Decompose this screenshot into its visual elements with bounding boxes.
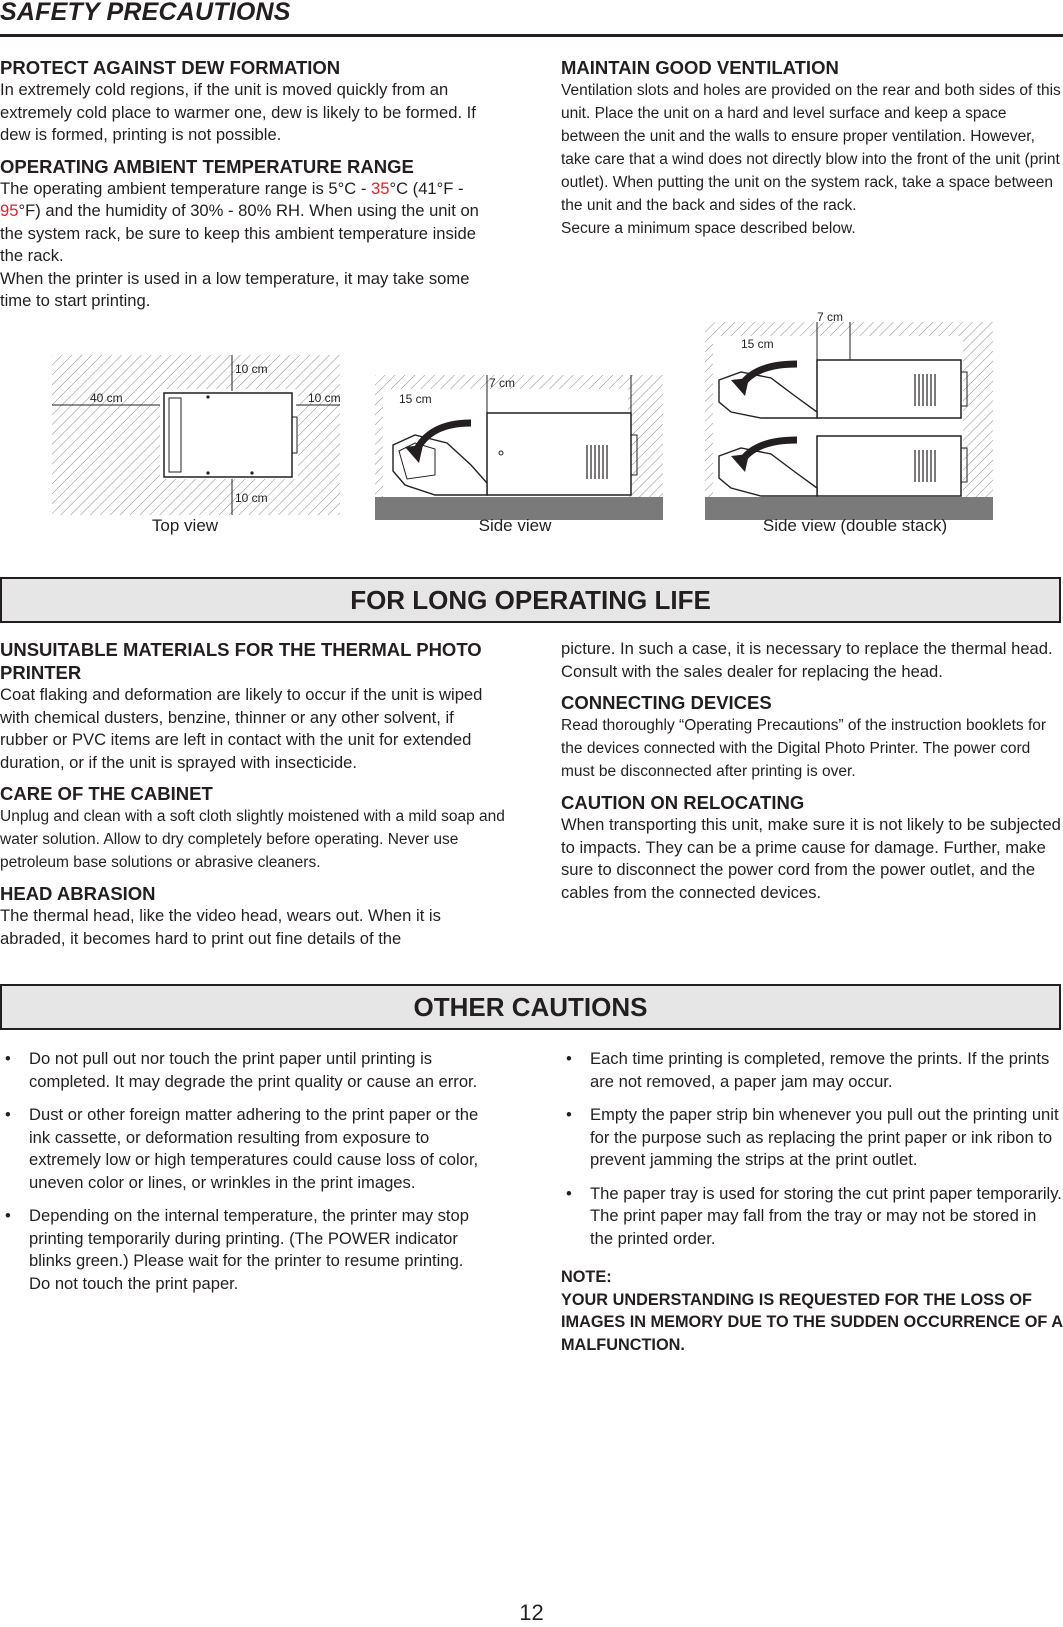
- double-stack-back-label: 7 cm: [817, 310, 844, 324]
- long-life-banner: [0, 577, 1061, 623]
- relocating-heading: CAUTION ON RELOCATING: [561, 792, 805, 813]
- temperature-text-a: The operating ambient temperature range is 5°C -: [0, 178, 371, 198]
- other-left-list: [0, 1048, 490, 1295]
- head-heading: HEAD ABRASION: [0, 883, 156, 904]
- double-stack-top-label: 15 cm: [741, 337, 774, 351]
- cabinet-body: Unplug and clean with a soft cloth slightly moistened with a mild soap and water solution. Allow to dry completely before operating. Never use petroleum base solutions or abrasive cleaners.: [0, 808, 505, 871]
- ventilation-heading: MAINTAIN GOOD VENTILATION: [561, 57, 839, 78]
- top-view-right-label: 10 cm: [308, 391, 341, 405]
- temperature-max-f: 95: [0, 201, 19, 220]
- side-view-caption: Side view: [478, 516, 552, 535]
- list-item: • Dust or other foreign matter adhering to the print paper or the ink cassette, or deformation resulting from exposure to extremely low or high temperatures could cause loss of color, uneven color or lines, or wrinkles in the print images.: [0, 1104, 490, 1194]
- unsuitable-section: [0, 638, 505, 774]
- list-item: • Empty the paper strip bin whenever you pull out the printing unit for the purpose such as replacing the print paper or ink ribon to prevent jamming the strips at the print outlet.: [561, 1104, 1063, 1172]
- list-item: • Depending on the internal temperature, the printer may stop printing temporarily during printing. (The POWER indicator blinks green.) Please wait for the printer to resume printing. Do not touch the print paper.: [0, 1205, 490, 1295]
- unsuitable-heading: UNSUITABLE MATERIALS FOR THE THERMAL PHOTO PRINTER: [0, 639, 482, 683]
- temperature-heading: OPERATING AMBIENT TEMPERATURE RANGE: [0, 155, 414, 177]
- top-view-diagram: [52, 355, 340, 520]
- long-life-left-column: [0, 638, 505, 958]
- temperature-body: [0, 178, 490, 268]
- dew-body: In extremely cold regions, if the unit is moved quickly from an extremely cold place to warmer one, dew is likely to be formed. If dew is formed, printing is not possible.: [0, 80, 476, 144]
- double-stack-diagram: [705, 310, 993, 525]
- note-block: [561, 1266, 1063, 1356]
- unsuitable-body: Coat flaking and deformation are likely to occur if the unit is wiped with chemical dusters, benzine, thinner or any other solvent, if rubber or PVC items are left in contact with the unit for extended duration, or if the unit is sprayed with insecticide.: [0, 685, 483, 772]
- safety-right-column: [561, 56, 1063, 248]
- note-label: NOTE:: [561, 1268, 612, 1286]
- other-right-column: [561, 1048, 1063, 1356]
- side-view-top-label: 15 cm: [399, 392, 432, 406]
- safety-left-column: [0, 56, 490, 321]
- connecting-section: [561, 691, 1063, 783]
- top-view-left-label: 40 cm: [90, 391, 123, 405]
- double-stack-caption: Side view (double stack): [762, 516, 948, 535]
- ventilation-section: [561, 56, 1063, 240]
- page-title: SAFETY PRECAUTIONS: [0, 0, 291, 26]
- head-continued: [561, 638, 1063, 683]
- cabinet-section: [0, 782, 505, 874]
- head-body-end: picture. In such a case, it is necessary to replace the thermal head. Consult with the sales dealer for replacing the head.: [561, 639, 1053, 681]
- temperature-section: [0, 155, 490, 313]
- temperature-note: When the printer is used in a low temperature, it may take some time to start printing.: [0, 268, 470, 310]
- head-section: [0, 882, 505, 950]
- top-view-top-label: 10 cm: [235, 362, 268, 376]
- ventilation-note: Secure a minimum space described below.: [561, 220, 856, 237]
- temperature-max-c: 35: [370, 178, 390, 198]
- connecting-heading: CONNECTING DEVICES: [561, 692, 772, 713]
- temperature-text-b: °C (41°F -: [389, 178, 464, 198]
- other-left-column: [0, 1048, 490, 1306]
- head-body-start: The thermal head, like the video head, wears out. When it is abraded, it becomes hard to print out fine details of the: [0, 906, 441, 948]
- side-view-diagram: [375, 375, 663, 525]
- long-life-right-column: [561, 638, 1063, 912]
- dew-heading: PROTECT AGAINST DEW FORMATION: [0, 57, 341, 78]
- ventilation-body: Ventilation slots and holes are provided on the rear and both sides of this unit. Place the unit on a hard and level surface and keep a space between the unit and the walls to ensure proper ventilation. However, take care that a wind does not directly blow into the front of the unit (print outlet). When putting the unit on the system rack, take a space between the unit and the back and sides of the rack.: [561, 82, 1061, 214]
- list-item: • The paper tray is used for storing the cut print paper temporarily. The print paper may fall from the tray or may not be stored in the printed order.: [561, 1183, 1063, 1251]
- page-header: [0, 0, 1063, 37]
- temperature-text-c: °F) and the humidity of 30% - 80% RH. When using the unit on the system rack, be sure to keep this ambient temperature inside the rack.: [0, 201, 479, 265]
- other-cautions-banner-title: OTHER CAUTIONS: [413, 992, 648, 1022]
- other-right-list: [561, 1048, 1063, 1250]
- list-item: • Each time printing is completed, remove the prints. If the prints are not removed, a paper jam may occur.: [561, 1048, 1063, 1093]
- connecting-body: Read thoroughly “Operating Precautions” of the instruction booklets for the devices connected with the Digital Photo Printer. The power cord must be disconnected after printing is over.: [561, 717, 1047, 780]
- other-cautions-banner: [0, 984, 1061, 1030]
- top-view-caption: Top view: [151, 516, 219, 535]
- page-number: 12: [519, 1600, 544, 1625]
- relocating-body: When transporting this unit, make sure it is not likely to be subjected to impacts. They can be a prime cause for damage. Further, make sure to disconnect the power cord from the power outlet, and the cables from the connected devices.: [561, 815, 1061, 902]
- side-view-back-label: 7 cm: [489, 376, 516, 390]
- list-item: • Do not pull out nor touch the print paper until printing is completed. It may degrade the print quality or cause an error.: [0, 1048, 490, 1093]
- relocating-section: [561, 791, 1063, 904]
- note-text: YOUR UNDERSTANDING IS REQUESTED FOR THE LOSS OF IMAGES IN MEMORY DUE TO THE SUDDEN OCCURRENCE OF A MALFUNCTION.: [561, 1290, 1063, 1354]
- cabinet-heading: CARE OF THE CABINET: [0, 783, 213, 804]
- top-view-bottom-label: 10 cm: [235, 491, 268, 505]
- long-life-banner-title: FOR LONG OPERATING LIFE: [350, 585, 711, 615]
- dew-section: [0, 56, 490, 147]
